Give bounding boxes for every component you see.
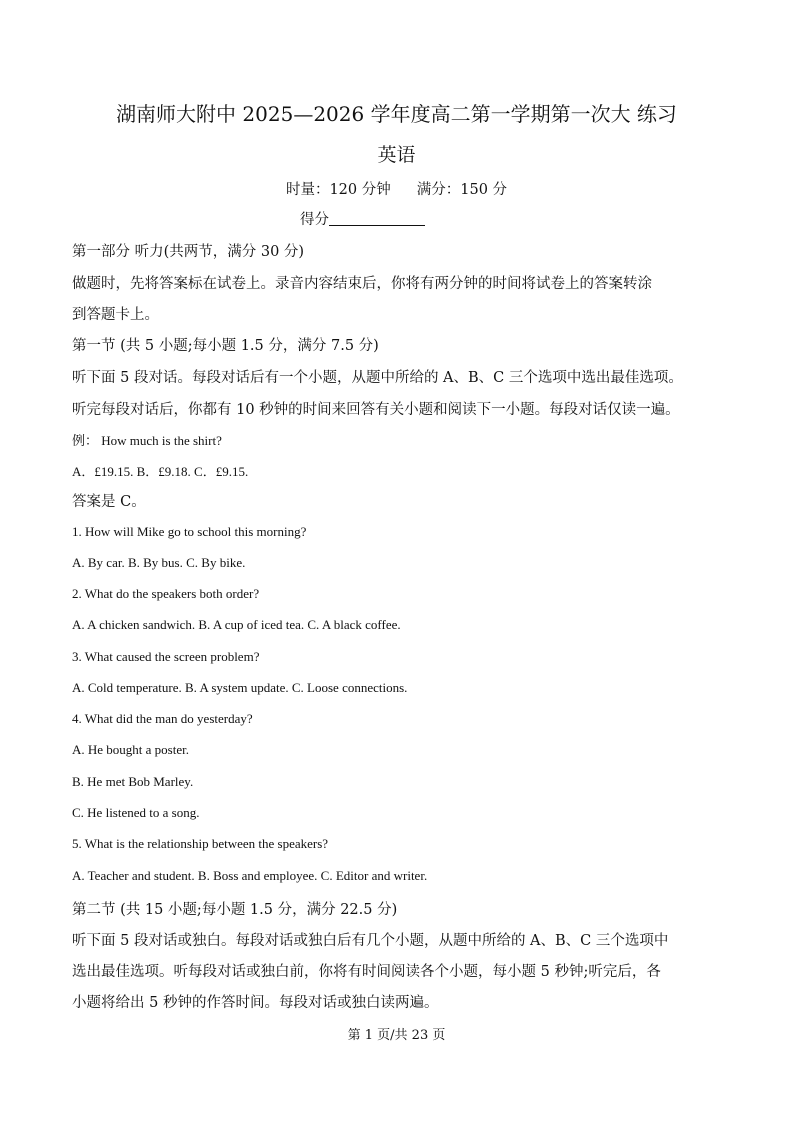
question-text: 1. How will Mike go to school this morning?: [72, 524, 307, 539]
question-text: 2. What do the speakers both order?: [72, 586, 260, 601]
part1-instruction-line: 做题时，先将答案标在试卷上。录音内容结束后，你将有两分钟的时间将试卷上的答案转涂: [72, 276, 652, 292]
score-label: 得分: [300, 212, 329, 228]
example-question: 例： How much is the shirt?: [72, 433, 222, 448]
section1-instruction-line: 听完每段对话后，你都有 10 秒钟的时间来回答有关小题和阅读下一小题。每段对话仅读一遍。: [72, 402, 680, 418]
page-number: 第 1 页/共 23 页: [347, 1028, 446, 1043]
question-option: A. He bought a poster.: [72, 742, 189, 757]
section2-heading: 第二节 (共 15 小题;每小题 1.5 分，满分 22.5 分): [72, 902, 398, 918]
question-text: 3. What caused the screen problem?: [72, 649, 260, 664]
exam-subject: 英语: [377, 144, 416, 166]
section1-instruction-line: 听下面 5 段对话。每段对话后有一个小题，从题中所给的 A、B、C 三个选项中选出最佳选项。: [72, 370, 683, 386]
time-label: 时量：120 分钟: [285, 182, 391, 198]
score-line: [300, 208, 500, 229]
section1-heading: 第一节 (共 5 小题;每小题 1.5 分，满分 7.5 分): [72, 338, 379, 354]
question-options: A. Cold temperature. B. A system update. C. Loose connections.: [72, 680, 408, 695]
question-options: A. By car. B. By bus. C. By bike.: [72, 555, 246, 570]
example-answer: 答案是 C。: [72, 494, 146, 510]
score-blank: [329, 213, 425, 226]
part1-instruction-line: 到答题卡上。: [72, 307, 159, 323]
question-options: A. Teacher and student. B. Boss and employee. C. Editor and writer.: [72, 868, 428, 883]
section2-instruction-line: 小题将给出 5 秒钟的作答时间。每段对话或独白读两遍。: [72, 995, 439, 1011]
question-options: A. A chicken sandwich. B. A cup of iced tea. C. A black coffee.: [72, 617, 401, 632]
section2-instruction-line: 听下面 5 段对话或独白。每段对话或独白后有几个小题，从题中所给的 A、B、C 三个选项中: [72, 933, 669, 949]
section2-instruction-line: 选出最佳选项。听每段对话或独白前，你将有时间阅读各个小题，每小题 5 秒钟;听完后，各: [72, 964, 661, 980]
question-text: 5. What is the relationship between the speakers?: [72, 836, 329, 851]
question-text: 4. What did the man do yesterday?: [72, 711, 253, 726]
question-option: B. He met Bob Marley.: [72, 774, 194, 789]
part1-heading: 第一部分 听力(共两节，满分 30 分): [72, 244, 305, 260]
question-option: C. He listened to a song.: [72, 805, 200, 820]
example-options: A．£19.15. B．£9.18. C．£9.15.: [72, 464, 249, 479]
full-score-label: 满分：150 分: [416, 182, 508, 198]
exam-meta: [0, 178, 793, 199]
exam-title: 湖南师大附中 2025—2026 学年度高二第一学期第一次大 练习: [116, 102, 677, 126]
